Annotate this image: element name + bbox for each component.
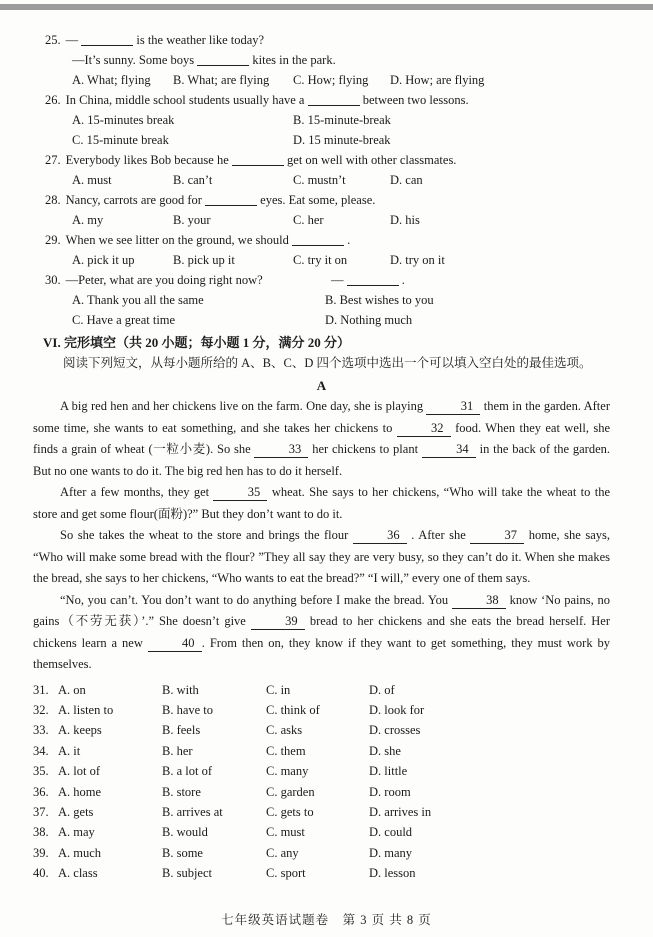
option-b: B. Best wishes to you: [325, 293, 434, 307]
question-number: 30.: [45, 273, 61, 287]
option-b: B. her: [162, 743, 193, 758]
cloze-section: [33, 332, 610, 884]
question-answer-blank: — .: [331, 273, 405, 287]
option-d: D. How; are flying: [390, 73, 485, 87]
question-line: [45, 30, 610, 50]
cloze-number: 39.: [33, 845, 49, 860]
question-text: —Peter, what are you doing right now?: [65, 273, 263, 287]
cloze-blank: 38: [452, 594, 506, 609]
section-heading: VI. 完形填空（共 20 小题；每小题 1 分，满分 20 分）: [43, 335, 350, 350]
passage-paragraph-3: So she takes the wheat to the store and brings the flour 36 . After she 37 home, she says, “Who will make some bread with the flour? ”They all say they are very busy, so they can’t do it. When she makes the bread, she says to her chickens, “Who wants to eat the bread?” “I will,” every one of them says.: [33, 528, 610, 585]
option-b: B. with: [162, 682, 199, 697]
cloze-row-38: [33, 822, 610, 842]
cloze-row-34: [33, 741, 610, 761]
option-d: D. try on it: [390, 253, 445, 267]
cloze-number: 40.: [33, 866, 49, 881]
answer-blank: [205, 193, 257, 206]
cloze-number: 33.: [33, 723, 49, 738]
option-a: A. on: [58, 682, 86, 697]
cloze-blank: 31: [426, 400, 480, 415]
option-a: A. gets: [58, 804, 94, 819]
cloze-number: 37.: [33, 804, 49, 819]
option-a: A. Thank you all the same: [72, 293, 204, 307]
question-line: [45, 230, 610, 250]
section-instruction: 阅读下列短文，从每小题所给的 A、B、C、D 四个选项中选出一个可以填入空白处的最佳选项。: [63, 356, 592, 370]
option-c: C. sport: [266, 866, 306, 881]
cloze-blank: 40: [148, 637, 202, 652]
option-d: D. arrives in: [369, 804, 432, 819]
option-d: D. she: [369, 743, 401, 758]
cloze-blank: 34: [422, 443, 476, 458]
cloze-row-31: [33, 680, 610, 700]
cloze-options-table: [33, 680, 610, 884]
cloze-blank: 36: [353, 529, 407, 544]
answer-blank: [197, 53, 249, 66]
question-line: [45, 270, 610, 290]
question-27: [33, 150, 610, 190]
option-a: A. may: [58, 825, 95, 840]
question-number: 26.: [45, 93, 61, 107]
option-d: D. of: [369, 682, 395, 697]
option-c: C. Have a great time: [72, 313, 176, 327]
options-row: [72, 250, 610, 270]
option-c: C. in: [266, 682, 291, 697]
question-number: 25.: [45, 33, 61, 47]
question-line: [45, 150, 610, 170]
options-row: [72, 310, 610, 330]
option-c: C. must: [266, 825, 305, 840]
question-line: [45, 90, 610, 110]
options-row: [72, 110, 610, 130]
question-line: [45, 190, 610, 210]
option-d: D. can: [390, 173, 423, 187]
option-c: C. any: [266, 845, 299, 860]
option-d: D. Nothing much: [325, 313, 413, 327]
option-b: B. can’t: [173, 173, 213, 187]
cloze-number: 31.: [33, 682, 49, 697]
question-text: — is the weather like today?: [65, 33, 265, 47]
options-row: [72, 210, 610, 230]
question-number: 29.: [45, 233, 61, 247]
option-a: A. listen to: [58, 702, 114, 717]
option-b: B. a lot of: [162, 764, 212, 779]
cloze-number: 32.: [33, 702, 49, 717]
options-row: [72, 290, 610, 310]
cloze-number: 35.: [33, 764, 49, 779]
option-c: C. her: [293, 213, 324, 227]
answer-blank: [232, 153, 284, 166]
option-b: B. What; are flying: [173, 73, 270, 87]
cloze-row-39: [33, 843, 610, 863]
option-a: A. keeps: [58, 723, 102, 738]
option-b: B. feels: [162, 723, 201, 738]
option-a: A. home: [58, 784, 102, 799]
cloze-number: 34.: [33, 743, 49, 758]
answer-blank: [347, 273, 399, 286]
question-25: [33, 30, 610, 90]
option-a: A. much: [58, 845, 102, 860]
option-c: C. asks: [266, 723, 303, 738]
page-footer: 七年级英语试题卷 第 3 页 共 8 页: [221, 913, 432, 927]
passage-paragraph-4: “No, you can’t. You don’t want to do anything before I make the bread. You 38 know ‘No pains, no gains（不劳无获）’.” She doesn’t give 39 bread to her chickens and she eats the bread herself. Her chickens learn a new 40 . From then on, they know if they want to get something, they must work by themselves.: [33, 592, 610, 671]
option-c: C. try it on: [293, 253, 348, 267]
question-30: [33, 270, 610, 330]
cloze-row-32: [33, 700, 610, 720]
option-a: A. pick it up: [72, 253, 135, 267]
option-d: D. his: [390, 213, 420, 227]
option-a: A. class: [58, 866, 98, 881]
option-d: D. could: [369, 825, 413, 840]
option-a: A. What; flying: [72, 73, 151, 87]
cloze-blank: 33: [254, 443, 308, 458]
question-number: 27.: [45, 153, 61, 167]
option-c: C. mustn’t: [293, 173, 346, 187]
question-26: [33, 90, 610, 150]
option-b: B. 15-minute-break: [293, 113, 391, 127]
option-b: B. store: [162, 784, 201, 799]
question-text-line2: —It’s sunny. Some boys kites in the park.: [72, 53, 336, 67]
option-b: B. some: [162, 845, 203, 860]
cloze-row-40: [33, 863, 610, 883]
option-d: D. lesson: [369, 866, 416, 881]
option-c: C. them: [266, 743, 306, 758]
option-b: B. subject: [162, 866, 212, 881]
question-text: When we see litter on the ground, we should .: [65, 233, 351, 247]
question-29: [33, 230, 610, 270]
question-28: [33, 190, 610, 230]
option-b: B. arrives at: [162, 804, 223, 819]
option-c: C. many: [266, 764, 309, 779]
cloze-blank: 37: [470, 529, 524, 544]
option-c: C. garden: [266, 784, 315, 799]
answer-blank: [308, 93, 360, 106]
option-c: C. How; flying: [293, 73, 369, 87]
option-a: A. my: [72, 213, 104, 227]
option-a: A. it: [58, 743, 81, 758]
cloze-row-36: [33, 782, 610, 802]
option-a: A. 15-minutes break: [72, 113, 175, 127]
cloze-number: 36.: [33, 784, 49, 799]
cloze-row-33: [33, 720, 610, 740]
cloze-number: 38.: [33, 825, 49, 840]
question-text: Everybody likes Bob because he get on well with other classmates.: [65, 153, 457, 167]
option-d: D. crosses: [369, 723, 421, 738]
passage-label: A: [316, 378, 327, 393]
passage-paragraph-1: A big red hen and her chickens live on the farm. One day, she is playing 31 them in the garden. After some time, she wants to eat something, and she takes her chickens to 32 food. When they eat well, she finds a grain of wheat (一粒小麦). So she 33 her chickens to plant 34 in the back of the garden. But no one wants to do it. The big red hen has to do it herself.: [33, 399, 610, 478]
option-b: B. would: [162, 825, 208, 840]
option-d: D. 15 minute-break: [293, 133, 391, 147]
option-d: D. look for: [369, 702, 425, 717]
option-b: B. have to: [162, 702, 214, 717]
scan-edge-bar: [0, 4, 653, 10]
options-row: [72, 130, 610, 150]
option-c: C. think of: [266, 702, 320, 717]
option-d: D. many: [369, 845, 413, 860]
passage-paragraph-2: After a few months, they get 35 wheat. She says to her chickens, “Who will take the wheat to the store and get some flour(面粉)?” But they don’t want to do it.: [33, 485, 610, 521]
question-left: [45, 270, 331, 290]
option-b: B. your: [173, 213, 211, 227]
option-b: B. pick up it: [173, 253, 235, 267]
options-row: [72, 70, 610, 90]
option-d: D. little: [369, 764, 408, 779]
option-a: A. must: [72, 173, 112, 187]
question-text: In China, middle school students usually have a between two lessons.: [65, 93, 469, 107]
page-content: [33, 30, 610, 884]
answer-blank: [292, 233, 344, 246]
cloze-row-35: [33, 761, 610, 781]
option-a: A. lot of: [58, 764, 101, 779]
option-c: C. 15-minute break: [72, 133, 169, 147]
option-c: C. gets to: [266, 804, 314, 819]
options-row: [72, 170, 610, 190]
question-text: Nancy, carrots are good for eyes. Eat some, please.: [65, 193, 376, 207]
cloze-blank: 32: [397, 422, 451, 437]
cloze-row-37: [33, 802, 610, 822]
multiple-choice-section: [33, 30, 610, 330]
question-number: 28.: [45, 193, 61, 207]
option-d: D. room: [369, 784, 411, 799]
cloze-blank: 35: [213, 486, 267, 501]
answer-blank: [81, 33, 133, 46]
cloze-blank: 39: [251, 615, 305, 630]
